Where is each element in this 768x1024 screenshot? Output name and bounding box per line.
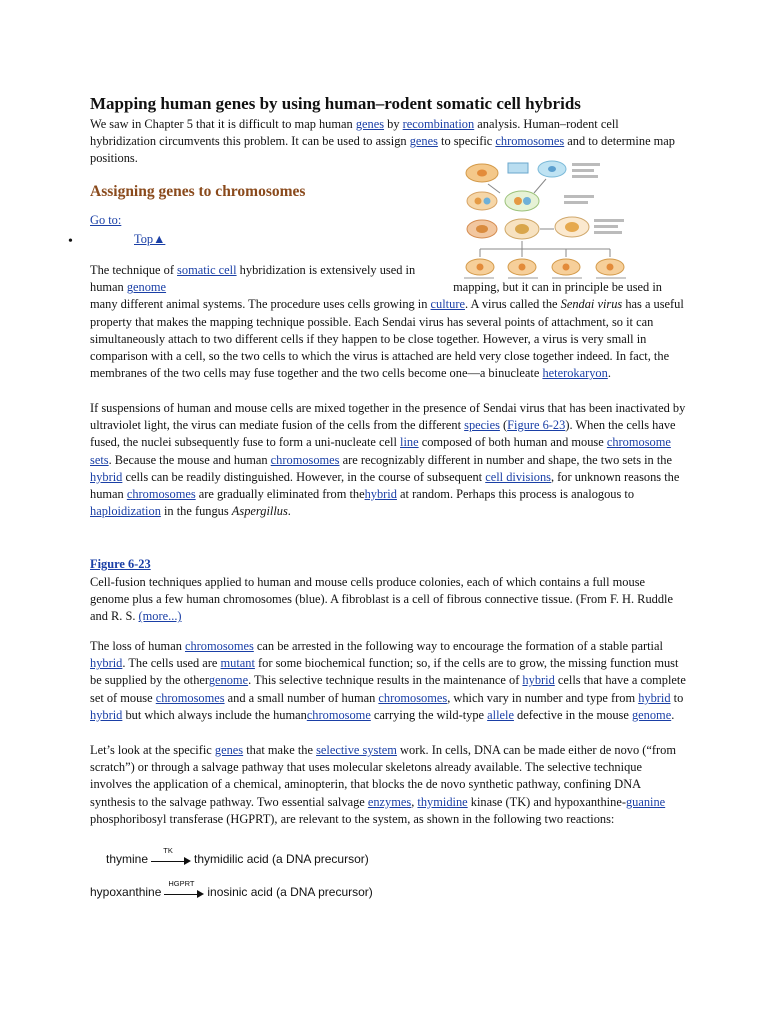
link-hybrid[interactable]: hybrid (364, 487, 397, 502)
page-title: Mapping human genes by using human–rodent somatic cell hybrids (90, 94, 581, 113)
text: work. In cells, DNA can be made either de novo (“from scratch”) or through a salvage pathway that uses molecular skeletons already available. The selective technique involves the application of a chemical, aminopterin, that blocks the de novo synthetic pathway, confining DNA synthesis to the salvage pathway. Two essential salvage (90, 743, 676, 809)
text: carrying the wild-type (370, 707, 488, 722)
paragraph-selective (90, 638, 686, 724)
reaction-substrate: thymine (106, 852, 149, 866)
bullet-icon: • (68, 234, 73, 249)
text: to specific (437, 134, 496, 149)
link-chromosome-sets[interactable]: chromosome sets (90, 435, 671, 467)
text: are gradually eliminated from the (195, 487, 365, 502)
text: hybridization is extensively used in human (90, 263, 416, 295)
link-chromosomes[interactable]: chromosomes (155, 690, 225, 705)
text-wrap (90, 262, 450, 296)
link-chromosomes[interactable]: chromosomes (378, 690, 448, 705)
text: can be arrested in the following way to encourage the formation of a stable partial (253, 639, 663, 653)
link-mutant[interactable]: mutant (220, 656, 255, 671)
text: ). When the cells have fused, the nuclei subsequently fuse to form a uni-nucleate cell (90, 418, 676, 450)
text: . The cells used are (122, 656, 221, 671)
reaction-arrow-icon (151, 845, 191, 865)
link-hybrid[interactable]: hybrid (90, 469, 123, 484)
reaction-substrate: hypoxanthine (90, 885, 162, 899)
text: . Because the mouse and human (108, 452, 271, 467)
section-heading: Assigning genes to chromosomes (90, 183, 306, 200)
text: by (384, 117, 403, 131)
text: are recognizably different in number and shape, the two sets in the (339, 452, 672, 467)
link-figure-6-23[interactable]: Figure 6-23 (507, 418, 566, 433)
link-chromosomes[interactable]: chromosomes (495, 134, 565, 149)
link-hybrid[interactable]: hybrid (90, 656, 123, 671)
text: Let’s look at the specific (90, 743, 215, 757)
link-culture[interactable]: culture (430, 297, 465, 312)
link-genome[interactable]: genome (126, 280, 167, 295)
link-genes[interactable]: genes (409, 134, 438, 149)
text: ( (499, 418, 508, 433)
text: analysis. Human–rodent cell hybridization circumvents this problem. It can be used to assign (90, 117, 619, 149)
top-link[interactable]: Top▲ (134, 232, 166, 246)
text: . (671, 707, 675, 722)
text: , for unknown reasons the human (90, 469, 680, 502)
text: for some biochemical function; so, if the cells are to grow, the missing function must be supplied by the other (90, 656, 679, 688)
figure-caption (90, 574, 686, 626)
text: Cell-fusion techniques applied to human and mouse cells produce colonies, each of which contains a full mouse genome plus a few human chromosomes (blue). A fibroblast is a cell of fibrous connective tissue. (From F. H. Ruddle and R. S. (90, 575, 673, 624)
link-chromosome[interactable]: chromosome (306, 707, 371, 722)
figure-label-link[interactable]: Figure 6-23 (90, 557, 151, 571)
reaction-hypoxanthine (90, 878, 373, 899)
text: to (670, 690, 684, 705)
text: The loss of human (90, 639, 185, 653)
link-haploidization[interactable]: haploidization (90, 504, 161, 519)
text: defective in the mouse (513, 707, 632, 722)
link-heterokaryon[interactable]: heterokaryon (542, 366, 608, 381)
more-link[interactable]: (more...) (138, 609, 182, 624)
text: kinase (TK) and hypoxanthine- (467, 794, 626, 809)
italic-text: Sendai virus (560, 297, 623, 312)
text: has a useful property that makes the mapping technique possible. Each Sendai virus has several points of attachment, so it can simultaneously attach to two different cells if they happen to be close together. However, a virus is very small in comparison with a cell, so the two cells to which the virus is attached are held very close together indeed. In fact, the membranes of the two cells may fuse together and the two cells become one—a binucleate (90, 297, 684, 381)
link-allele[interactable]: allele (487, 707, 514, 722)
link-hybrid[interactable]: hybrid (638, 690, 671, 705)
link-genome[interactable]: genome (631, 707, 672, 722)
text: . A virus called the (464, 297, 561, 312)
link-thymidine[interactable]: thymidine (417, 794, 468, 809)
paragraph-somatic-cell (90, 262, 686, 382)
link-line[interactable]: line (400, 435, 419, 450)
reaction-thymine (106, 845, 369, 866)
italic-text: Aspergillus (231, 504, 288, 519)
paragraph-salvage (90, 742, 686, 828)
goto-link[interactable]: Go to: (90, 213, 122, 227)
text: at random. Perhaps this process is analogous to (396, 487, 635, 502)
link-genome[interactable]: genome (208, 673, 249, 688)
enzyme-label: TK (163, 845, 173, 855)
text: composed of both human and mouse (418, 435, 607, 450)
link-species[interactable]: species (464, 418, 500, 433)
link-genes[interactable]: genes (214, 743, 244, 757)
text: The technique of (90, 263, 178, 277)
text: and to determine map positions. (90, 134, 675, 166)
text: phosphoribosyl transferase (HGPRT), are relevant to the system, as shown in the following two reactions: (90, 811, 615, 826)
reaction-product: inosinic acid (a DNA precursor) (207, 885, 373, 899)
link-enzymes[interactable]: enzymes (367, 794, 412, 809)
link-chromosomes[interactable]: chromosomes (270, 452, 340, 467)
text: that make the (243, 743, 317, 757)
link-hybrid[interactable]: hybrid (522, 673, 555, 688)
text: . (607, 366, 611, 381)
link-guanine[interactable]: guanine (625, 794, 666, 809)
text: cells that have a complete set of mouse (90, 673, 686, 705)
text: We saw in Chapter 5 that it is difficult to map human (90, 117, 356, 131)
text: . (287, 504, 291, 519)
text: mapping, but it can in principle be used in many different animal systems. The procedure uses cells growing in (90, 280, 662, 312)
text: , (411, 794, 418, 809)
text: in the fungus (160, 504, 232, 519)
paragraph-sendai (90, 400, 686, 520)
reaction-product: thymidilic acid (a DNA precursor) (194, 852, 369, 866)
link-recombination[interactable]: recombination (402, 117, 475, 131)
text: , which vary in number and type from (447, 690, 639, 705)
link-somatic-cell[interactable]: somatic cell (177, 263, 237, 277)
link-hybrid[interactable]: hybrid (90, 707, 123, 722)
link-chromosomes[interactable]: chromosomes (126, 487, 196, 502)
link-selective-system[interactable]: selective system (316, 743, 397, 757)
text: . This selective technique results in the maintenance of (248, 673, 523, 688)
reaction-arrow-icon (164, 878, 204, 898)
text: If suspensions of human and mouse cells are mixed together in the presence of Sendai virus that has been inactivated by ultraviolet light, the virus can mediate fusion of the cells from the different (90, 401, 686, 433)
text: and a small number of human (224, 690, 379, 705)
text: cells can be readily distinguished. However, in the course of subsequent (122, 469, 486, 484)
enzyme-label: HGPRT (168, 878, 195, 888)
link-chromosomes[interactable]: chromosomes (184, 639, 254, 653)
text: but which always include the human (122, 707, 307, 722)
link-genes[interactable]: genes (355, 117, 385, 131)
link-cell-divisions[interactable]: cell divisions (485, 469, 551, 484)
